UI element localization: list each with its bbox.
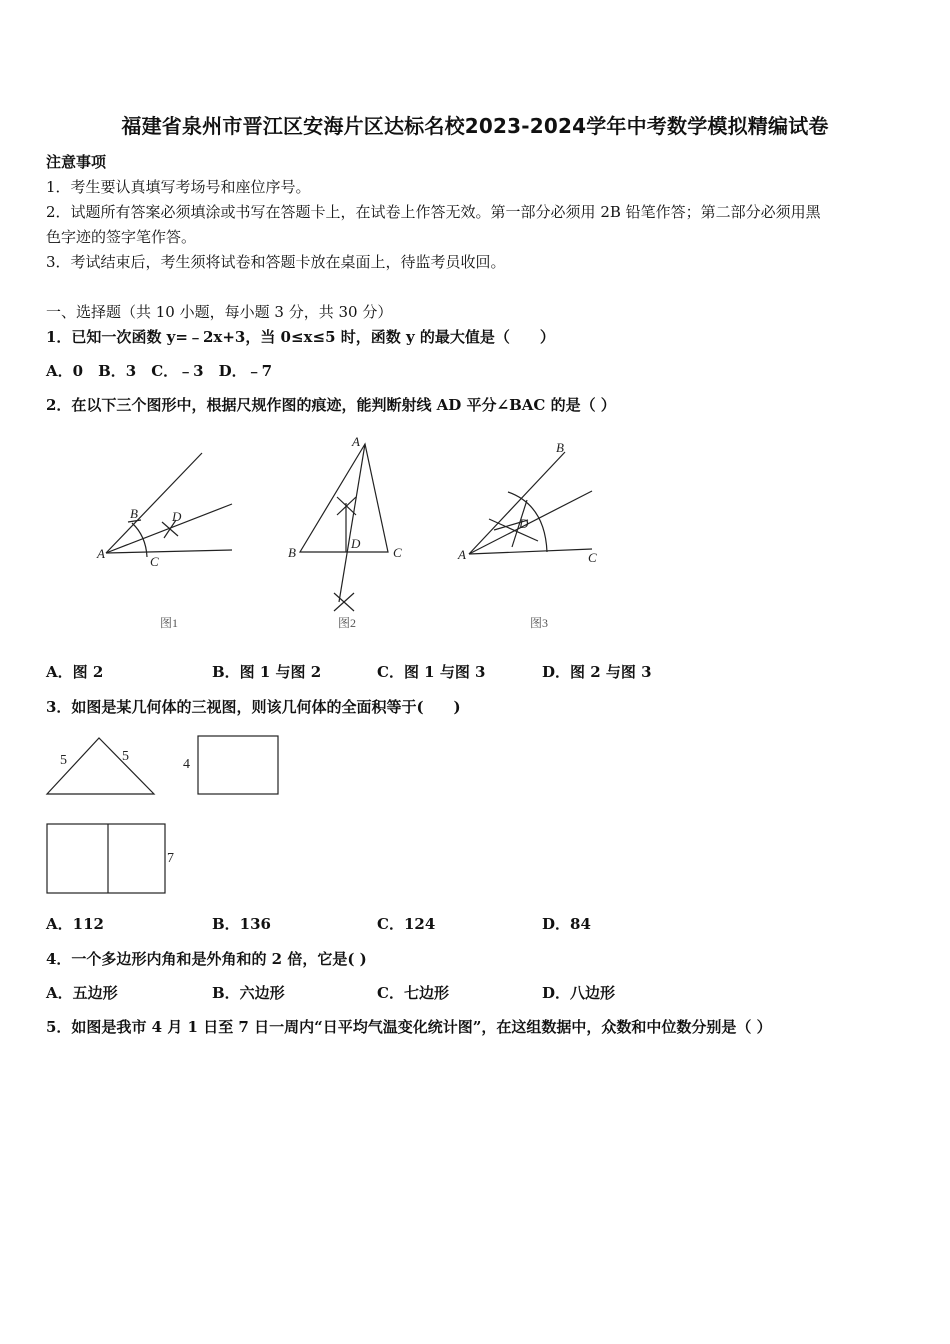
- fig2-caption: 图2: [338, 616, 357, 630]
- fig1-caption: 图1: [160, 616, 179, 630]
- q3-option-c: C．124: [377, 915, 436, 933]
- q5-stem: 5．如图是我市 4 月 1 日至 7 日一周内“日平均气温变化统计图”，在这组数据中，众数和中位数分别是（ ）: [46, 1018, 772, 1036]
- fig3-caption: 图3: [530, 616, 549, 630]
- q4-option-c: C．七边形: [377, 984, 449, 1002]
- q1-stem: 1．已知一次函数 y=﹣2x+3，当 0≤x≤5 时，函数 y 的最大值是（ ）: [46, 328, 555, 346]
- dim-left-slope: 5: [60, 753, 67, 768]
- fig3-label-c: C: [588, 550, 597, 565]
- fig1-label-c: C: [150, 554, 159, 569]
- q1-options: A．0 B．3 C．﹣3 D．﹣7: [46, 362, 273, 380]
- section-heading: 一、选择题（共 10 小题，每小题 3 分，共 30 分）: [46, 303, 393, 321]
- fig2-label-d: D: [351, 536, 361, 551]
- figure-3: [457, 440, 597, 630]
- fig1-label-a: A: [97, 546, 105, 561]
- q3-stem: 3．如图是某几何体的三视图，则该几何体的全面积等于( ): [46, 698, 461, 716]
- fig2-label-c: C: [393, 545, 402, 560]
- side-view-rect: [198, 736, 278, 794]
- q4-stem: 4．一个多边形内角和是外角和的 2 倍，它是( ): [46, 950, 367, 968]
- fig3-label-b: B: [556, 440, 564, 455]
- fig2-label-b: B: [288, 545, 296, 560]
- figure-1: [96, 453, 232, 630]
- q4-option-a: A．五边形: [46, 984, 118, 1002]
- figure-2: [288, 434, 402, 630]
- q2-option-a: A．图 2: [46, 663, 104, 681]
- dim-side-height: 4: [183, 757, 190, 772]
- fig3-label-a: A: [458, 547, 466, 562]
- q3-option-b: B．136: [212, 915, 271, 933]
- fig2-label-a: A: [352, 434, 360, 449]
- notice-item-2-cont: 色字迹的签字笔作答。: [46, 228, 197, 246]
- q2-option-c: C．图 1 与图 3: [377, 663, 486, 681]
- notice-item-3: 3．考试结束后，考生须将试卷和答题卡放在桌面上，待监考员收回。: [46, 253, 506, 271]
- fig1-label-d: D: [172, 509, 182, 524]
- q3-three-views: [47, 736, 278, 893]
- dim-right-slope: 5: [122, 749, 129, 764]
- notice-item-1: 1．考生要认真填写考场号和座位序号。: [46, 178, 311, 196]
- exam-title: 福建省泉州市晋江区安海片区达标名校2023-2024学年中考数学模拟精编试卷: [121, 114, 829, 138]
- notice-item-2: 2．试题所有答案必须填涂或书写在答题卡上，在试卷上作答无效。第一部分必须用 2B 铅笔作答；第二部分必须用黑: [46, 203, 821, 221]
- q3-option-a: A．112: [46, 915, 104, 933]
- dim-top-width: 7: [167, 851, 174, 866]
- q2-stem: 2．在以下三个图形中，根据尺规作图的痕迹，能判断射线 AD 平分∠BAC 的是（ ）: [46, 396, 616, 414]
- q4-option-b: B．六边形: [212, 984, 285, 1002]
- q3-option-d: D．84: [542, 915, 591, 933]
- q2-option-b: B．图 1 与图 2: [212, 663, 322, 681]
- fig1-label-b: B: [130, 506, 138, 521]
- fig3-label-d: D: [519, 516, 529, 531]
- q4-option-d: D．八边形: [542, 984, 616, 1002]
- notice-heading: 注意事项: [46, 153, 107, 171]
- top-view-rect: [47, 824, 165, 893]
- q2-option-d: D．图 2 与图 3: [542, 663, 652, 681]
